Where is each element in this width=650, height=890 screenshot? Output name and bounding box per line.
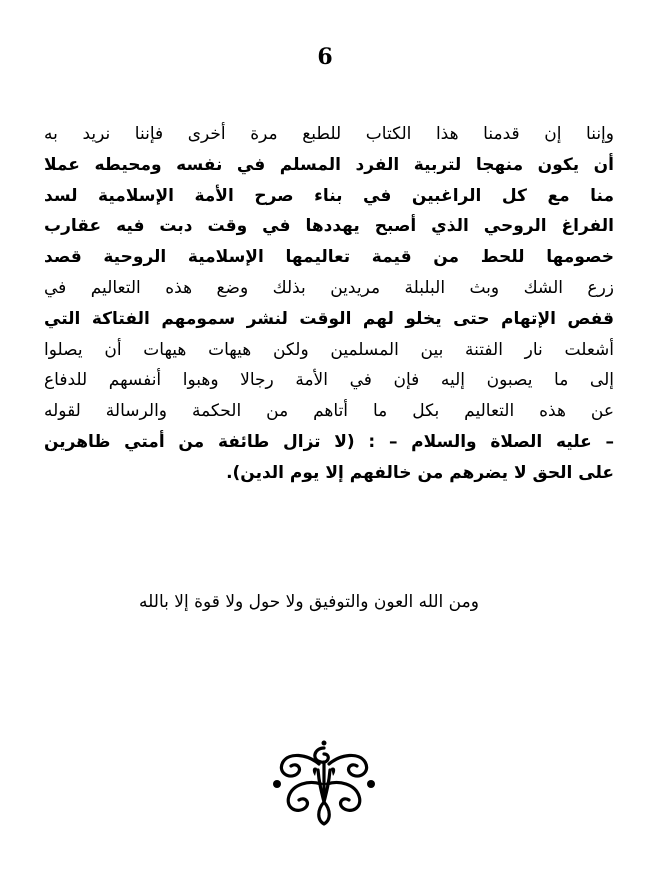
paragraph-line-6: زرع الشك وبث البلبلة مريدين بذلك وضع هذه التعاليم في <box>44 277 614 298</box>
paragraph-line-11: – عليه الصلاة والسلام – : (لا تزال طائفة من أمتي ظاهرين <box>44 431 614 452</box>
closing-supplication: ومن الله العون والتوفيق ولا حول ولا قوة إلا بالله <box>139 592 479 612</box>
main-paragraph <box>44 119 614 489</box>
paragraph-line-3: منا مع كل الراغبين في بناء صرح الأمة الإسلامية لسد <box>44 185 614 206</box>
paragraph-line-5: خصومها للحط من قيمة تعاليمها الإسلامية الروحية قصد <box>44 247 614 268</box>
paragraph-line-8: أشعلت نار الفتنة بين المسلمين ولكن هيهات هيهات أن يصلوا <box>44 339 614 360</box>
paragraph-line-12: على الحق لا يضرهم من خالفهم إلا يوم الدين). <box>226 462 614 483</box>
paragraph-line-7: قفص الإتهام حتى يخلو لهم الوقت لنشر سمومهم الفتاكة التي <box>44 308 614 329</box>
page-number: 6 <box>317 44 333 70</box>
paragraph-line-10: عن هذه التعاليم بكل ما أتاهم من الحكمة والرسالة لقوله <box>44 401 614 422</box>
paragraph-line-2: أن يكون منهجا لتربية الفرد المسلم في نفسه ومحيطه عملا <box>44 154 614 175</box>
floral-ornament-icon <box>269 740 379 830</box>
paragraph-line-1: وإننا إن قدمنا هذا الكتاب للطبع مرة أخرى فإننا نريد به <box>44 124 614 144</box>
paragraph-line-4: الفراغ الروحي الذي أصبح يهددها في وقت دبت فيه عقارب <box>44 216 614 237</box>
paragraph-line-9: إلى ما يصبون إليه فإن في الأمة رجالا وهبوا أنفسهم للدفاع <box>44 370 614 391</box>
